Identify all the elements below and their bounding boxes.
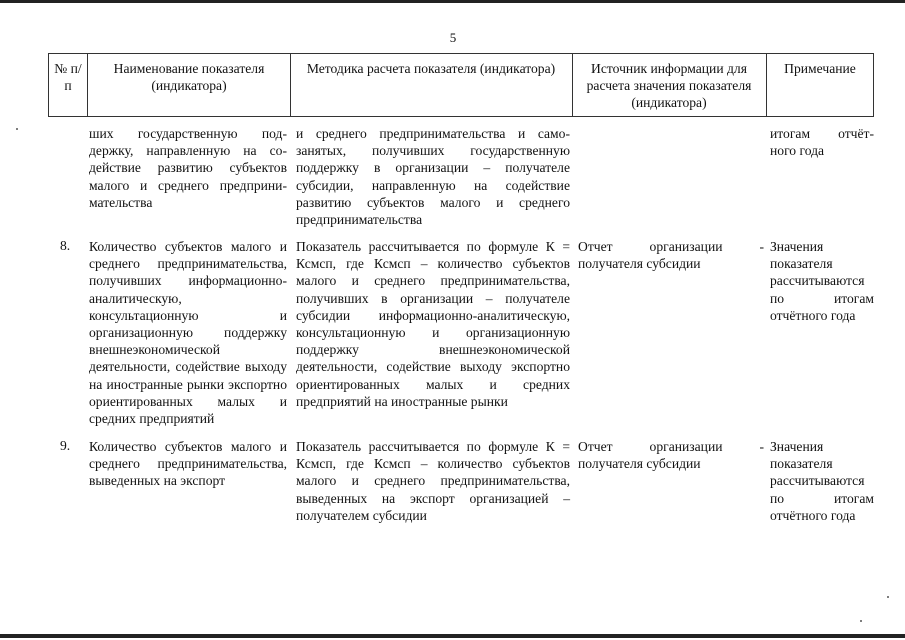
row-9-name: Количество субъектов малого и среднего предпринимательства, выведенных на экспорт <box>89 439 287 489</box>
header-method: Методика расчета показателя (индикатора) <box>306 61 556 76</box>
row-9-note: Значения показателя рассчитываются по итогам отчётного года <box>770 439 874 523</box>
row-8-source: Отчет организации - получателя субсидии <box>578 239 764 272</box>
column-divider <box>572 53 573 117</box>
row-8-number: 8. <box>60 238 71 253</box>
scan-speck <box>860 620 862 622</box>
row-9-number: 9. <box>60 438 71 453</box>
column-divider <box>766 53 767 117</box>
row-continued-note: итогам отчёт- ного года <box>770 126 874 159</box>
row-8-note: Значения показателя рассчитываются по итогам отчётного года <box>770 239 874 323</box>
bottom-border-rule <box>0 634 905 638</box>
row-9-method: Показатель рассчитывается по формуле К = Ксмсп, где Ксмсп – количество субъектов малого и среднего предпринимательства, выведенных на экспорт организацией – получателем субсидии <box>296 439 570 523</box>
row-continued-name: ших государственную под- держку, направленную на со- действие развитию субъектов малого и среднего предприни- мательства <box>89 126 287 210</box>
row-9-source: Отчет организации - получателя субсидии <box>578 439 764 472</box>
header-name: Наименование показателя (индикатора) <box>113 61 265 93</box>
page-number: 5 <box>449 30 457 45</box>
row-8-method: Показатель рассчитывается по формуле К = Ксмсп, где Ксмсп – количество субъектов малого и среднего предпринимательства, получивших в организации – получателе субсидии информационно-аналитическую, консультационную и организационную поддержку внешнеэкономической деятельности, содействие выходу экспортно ориентированных малых и средних предприятий на иностранные рынки <box>296 239 570 409</box>
row-8-name: Количество субъектов малого и среднего предпринимательства, получивших информационно-аналитическую, консультационную и организационную поддержку внешнеэкономической деятельности, содействие выходу на иностранные рынки экспортно ориентированных малых и средних предприятий <box>89 239 287 427</box>
row-continued-method: и среднего предпринимательства и само- занятых, получивших государственную поддержку в организации – получателе субсидии, направленную на содействие развитию субъектов малого и среднего предпринимательства <box>296 126 570 228</box>
column-divider <box>290 53 291 117</box>
column-divider <box>87 53 88 117</box>
header-source: Источник информации для расчета значения показателя (индикатора) <box>586 61 752 110</box>
top-border-rule <box>0 0 905 3</box>
header-num: № п/п <box>54 61 82 93</box>
header-note: Примечание <box>784 61 856 76</box>
scan-speck <box>887 596 889 598</box>
scan-speck <box>16 128 18 130</box>
